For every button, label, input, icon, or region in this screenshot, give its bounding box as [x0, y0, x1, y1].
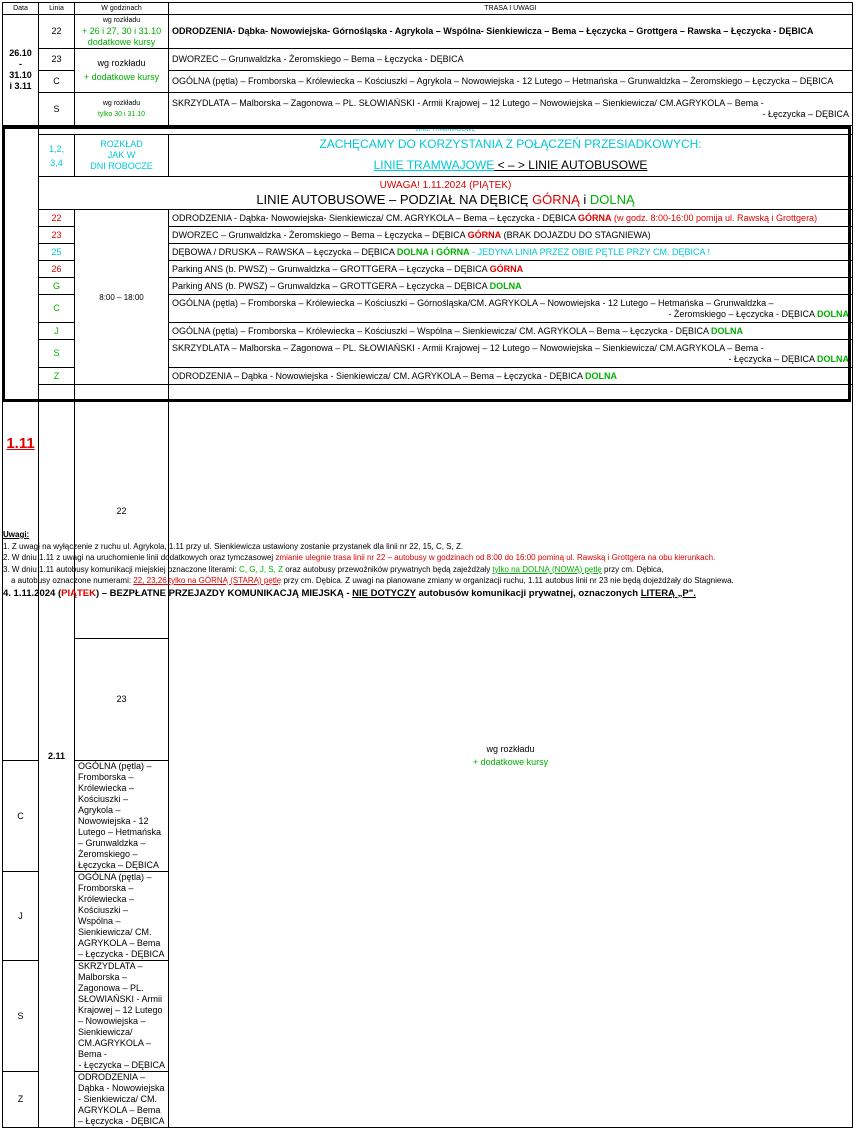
table-row — [3, 177, 853, 210]
note-text: LITERĄ „P". — [640, 587, 696, 599]
tram-header: LINIE TRAMWAJOWE — [39, 126, 853, 135]
table-row — [3, 49, 853, 71]
route-text: ODRODZENIA- Dąbka- Nowowiejska- Górnośląska - Agrykola – Wspólna- Sienkiewicza – Bema – Łęczycka – Grottgera – Rawska – Łęczycka - DĘBICA — [172, 26, 814, 36]
route-note: (w godz. 8:00-16:00 pomija ul. Rawską i Grottgera) — [611, 212, 818, 223]
date-text: i 3.11 — [9, 81, 32, 91]
route-tag: DOLNA — [711, 325, 744, 336]
line-cell: 22 — [75, 385, 169, 639]
line-cell: 22 — [39, 210, 75, 227]
route-text: - Łęczycka – DĘBICA — [728, 353, 817, 364]
line-cell: 23 — [39, 227, 75, 244]
route-text: - Łęczycka – DĘBICA — [78, 1060, 165, 1070]
date-text: 31.10 — [9, 70, 32, 80]
podzial-part: LINIE AUTOBUSOWE – PODZIAŁ NA DĘBICĘ — [256, 191, 533, 207]
route-cell — [169, 244, 853, 261]
note-text: 2. W dniu 1.11 z uwagi na uruchomienie linii dodatkowych oraz tymczasowej — [3, 553, 276, 562]
line-cell: 26 — [39, 261, 75, 278]
promo-text — [172, 156, 849, 174]
note-text: 3. W dniu 1.11 autobusy komunikacji miejskiej oznaczone literami: — [3, 564, 239, 574]
hours-text: dodatkowe kursy — [87, 37, 156, 47]
hours-cell — [75, 93, 169, 126]
line-cell: 23 — [75, 639, 169, 761]
route-tag: DOLNA — [489, 280, 522, 291]
note-3-cont — [3, 575, 853, 587]
uwaga-cell — [39, 177, 853, 210]
line-cell: 25 — [39, 244, 75, 261]
line-cell: S — [39, 93, 75, 126]
table-row — [3, 93, 853, 126]
route-tag: DOLNA i GÓRNA — [396, 246, 470, 257]
route-text: DĘBOWA / DRUSKA – RAWSKA – Łęczycka – DĘBICA — [172, 246, 397, 257]
route-text: OGÓLNA (pętla) – Fromborska – Królewiecka – Kościuszki – Wspólna – Sienkiewicza/ CM. AGRYKOLA – Bema – Łęczycka - DĘBICA — [172, 325, 712, 336]
tram-hours — [75, 135, 169, 177]
route-text: OGÓLNA (pętla) – Fromborska – Królewiecka – Kościuszki – Górnośląska/CM. AGRYKOLA – Nowowiejska - 12 Lutego – Hetmańska – Grunwaldzka – — [172, 297, 774, 308]
hours-text: + 26 i 27, 30 i 31.10 — [81, 26, 162, 36]
promo-cell — [169, 135, 853, 177]
date-cell-2 — [3, 126, 39, 761]
hours-cell — [75, 15, 169, 49]
route-tag: DOLNA — [817, 308, 849, 319]
note-text: zmianie ulegnie trasa linii nr 22 – autobusy w godzinach od 8:00 do 16:00 pominą ul. Rawską i Grottgera na obu kierunkach. — [275, 553, 716, 562]
route-cell: OGÓLNA (pętla) – Fromborska – Królewiecka – Kościuszki – Wspólna – Sienkiewicza/ CM. AGRYKOLA – Bema – Łęczycka - DĘBICA — [75, 872, 169, 961]
note-text: NIE DOTYCZY — [352, 587, 416, 599]
header-route: TRASA I UWAGI — [169, 3, 853, 15]
note-2 — [3, 552, 853, 564]
note-text: C, G, J, S, Z — [238, 564, 283, 574]
route-text: SKRZYDLATA – Malborska – Zagonowa – PL. SŁOWIAŃSKI - Armii Krajowej – 12 Lutego – Nowowiejska – Sienkiewicza/ CM.AGRYKOLA – Bema - — [78, 961, 163, 1059]
hours-cell — [169, 385, 853, 1128]
note-3 — [3, 564, 853, 576]
route-cell — [169, 340, 853, 368]
route-cell — [169, 261, 853, 278]
route-cell — [169, 227, 853, 244]
route-text: Parking ANS (b. PWSZ) – Grunwaldzka – GROTTGERA – Łęczycka – DĘBICA — [172, 280, 490, 291]
date-text: - — [19, 59, 22, 69]
table-row — [3, 126, 853, 135]
note-text: a autobusy oznaczone numerami: — [11, 576, 134, 585]
route-cell — [169, 210, 853, 227]
route-cell — [169, 93, 853, 126]
route-text: DWORZEC – Grunwaldzka - Żeromskiego – Bema – Łęczycka – DĘBICA — [172, 229, 468, 240]
note-text: tylko na DOLNĄ (NOWĄ) pętlę — [492, 564, 602, 574]
line-cell: S — [39, 340, 75, 368]
header-line: Linia — [39, 3, 75, 15]
hours-text: wg rozkładu — [102, 100, 141, 107]
note-1: 1. Z uwagi na wyłączenie z ruchu ul. Agrykola, 1.11 przy ul. Sienkiewicza ustawiony zostanie przystanek dla linii nr 22, 15, C, S, Z. — [3, 541, 464, 551]
hours-text: ROZKŁAD — [100, 139, 143, 149]
line-cell: J — [3, 872, 39, 961]
route-text: ODRODZENIA – Dąbka - Nowowiejska - Sienkiewicza/ CM. AGRYKOLA – Bema – Łęczycka - DĘBICA — [172, 370, 585, 381]
promo-tram: LINIE TRAMWAJOWE — [373, 158, 495, 172]
route-cell — [169, 368, 853, 385]
hours-text: + dodatkowe kursy — [472, 757, 549, 767]
hours-cell: 8:00 – 18:00 — [75, 210, 169, 385]
line-cell: 23 — [39, 49, 75, 71]
line-cell: G — [39, 278, 75, 295]
date-text: 1.11 — [6, 434, 35, 452]
table-row — [3, 15, 853, 49]
note-text: PIĄTEK — [61, 587, 96, 599]
route-text: SKRZYDLATA – Malborska – Zagonowa – PL. SŁOWIAŃSKI - Armii Krajowej – 12 Lutego – Nowowiejska – Sienkiewicza/ CM.AGRYKOLA – Bema - — [172, 98, 764, 108]
line-cell: J — [39, 323, 75, 340]
route-text: - Łęczycka – DĘBICA — [762, 109, 849, 119]
line-cell: Z — [3, 1072, 39, 1128]
route-cell: DWORZEC – Grunwaldzka - Żeromskiego – Bema – Łęczycka - DĘBICA — [169, 49, 853, 71]
route-text: SKRZYDLATA – Malborska – Zagonowa – PL. SŁOWIAŃSKI - Armii Krajowej – 12 Lutego – Nowowiejska – Sienkiewicza/ CM.AGRYKOLA – Bema - — [172, 342, 764, 353]
route-cell: OGÓLNA (pętla) – Fromborska – Królewiecka – Kościuszki – Agrykola – Nowowiejska - 12 Lutego – Hetmańska – Grunwaldzka – Żeromskiego – Łęczycka – DĘBICA — [75, 761, 169, 872]
podzial-part: i — [579, 191, 590, 207]
hours-text: + dodatkowe kursy — [83, 72, 160, 82]
hours-text: wg rozkładu — [102, 17, 141, 24]
note-text: autobusów komunikacji prywatnej, oznaczonych — [415, 587, 641, 599]
note-4 — [3, 587, 853, 600]
route-cell — [169, 295, 853, 323]
hours-text: DNI ROBOCZE — [90, 161, 153, 171]
route-tag: DOLNA — [817, 353, 849, 364]
note-text: przy cm. Dębica. Z uwagi na planowane zmiany w organizacji ruchu, 1.11 autobus linii nr 23 nie będą dojeżdżały do Stagniewa. — [281, 576, 734, 585]
route-cell: OGÓLNA (pętla) – Fromborska – Królewiecka – Kościuszki – Agrykola – Nowowiejska - 12 Lutego – Hetmańska – Grunwaldzka – Żeromskiego – Łęczycka – DĘBICA — [169, 71, 853, 93]
route-text: Parking ANS (b. PWSZ) – Grunwaldzka – GROTTGERA – Łęczycka – DĘBICA — [172, 263, 490, 274]
route-cell — [75, 961, 169, 1072]
line-cell: C — [39, 295, 75, 323]
line-cell: C — [3, 761, 39, 872]
header-hours: W godzinach — [75, 3, 169, 15]
note-text: przy cm. Dębica, — [601, 564, 664, 574]
hours-text: JAK W — [107, 150, 136, 160]
hours-cell — [75, 49, 169, 93]
uwaga-text: UWAGA! 1.11.2024 (PIĄTEK) — [379, 179, 512, 191]
hours-text: wg rozkładu — [97, 58, 146, 68]
notes-heading: Uwagi: — [3, 530, 30, 539]
route-text: ODRODZENIA - Dąbka- Nowowiejska- Sienkiewicza/ CM. AGRYKOLA – Bema – Łęczycka - DĘBICA — [172, 212, 578, 223]
note-text: oraz autobusy przewoźników prywatnych będą zajeżdżały — [282, 564, 493, 574]
promo-text: ZACHĘCAMY DO KORZYSTANIA Z POŁĄCZEŃ PRZESIADKOWYCH: — [319, 137, 702, 151]
note-text: 22, 23,26 tylko na GÓRNĄ (STARĄ) pętlę — [133, 576, 282, 585]
header-date: Data — [3, 3, 39, 15]
route-cell — [169, 323, 853, 340]
table-row — [3, 385, 853, 639]
date-text: 26.10 — [9, 48, 32, 58]
hours-text: tylko 30 i 31.10 — [97, 111, 146, 118]
route-text: - Żeromskiego – Łęczycka - DĘBICA — [668, 308, 817, 319]
route-note: - JEDYNA LINIA PRZEZ OBIE PĘTLE PRZY CM. DĘBICA ! — [469, 246, 710, 257]
route-note: (BRAK DOJAZDU DO STAGNIEWA) — [501, 229, 651, 240]
promo-bus: < – > LINIE AUTOBUSOWE — [494, 158, 648, 172]
podzial-text — [42, 192, 849, 208]
tram-lines: 1,2, 3,4 — [39, 135, 75, 177]
line-cell: S — [3, 961, 39, 1072]
notes — [3, 529, 853, 600]
route-tag: GÓRNA — [577, 212, 612, 223]
hours-text: wg rozkładu — [486, 744, 535, 754]
header-row — [3, 3, 853, 15]
line-cell: 22 — [39, 15, 75, 49]
route-cell: ODRODZENIA – Dąbka - Nowowiejska - Sienkiewicza/ CM. AGRYKOLA – Bema – Łęczycka - DĘBICA — [75, 1072, 169, 1128]
date-cell-3: 2.11 — [39, 385, 75, 1128]
line-cell: C — [39, 71, 75, 93]
table-row — [3, 210, 853, 227]
note-text: 4. 1.11.2024 ( — [3, 587, 62, 599]
route-cell — [169, 15, 853, 49]
table-row — [3, 135, 853, 177]
line-cell: Z — [39, 368, 75, 385]
date-cell-1 — [3, 15, 39, 126]
route-tag: GÓRNA — [489, 263, 524, 274]
note-text: ) – BEZPŁATNE PRZEJAZDY KOMUNIKACJĄ MIEJSKĄ - — [95, 587, 353, 599]
route-tag: GÓRNA — [467, 229, 502, 240]
podzial-gorna: GÓRNĄ — [532, 191, 580, 207]
route-tag: DOLNA — [584, 370, 617, 381]
route-cell — [169, 278, 853, 295]
podzial-dolna: DOLNĄ — [589, 191, 635, 207]
